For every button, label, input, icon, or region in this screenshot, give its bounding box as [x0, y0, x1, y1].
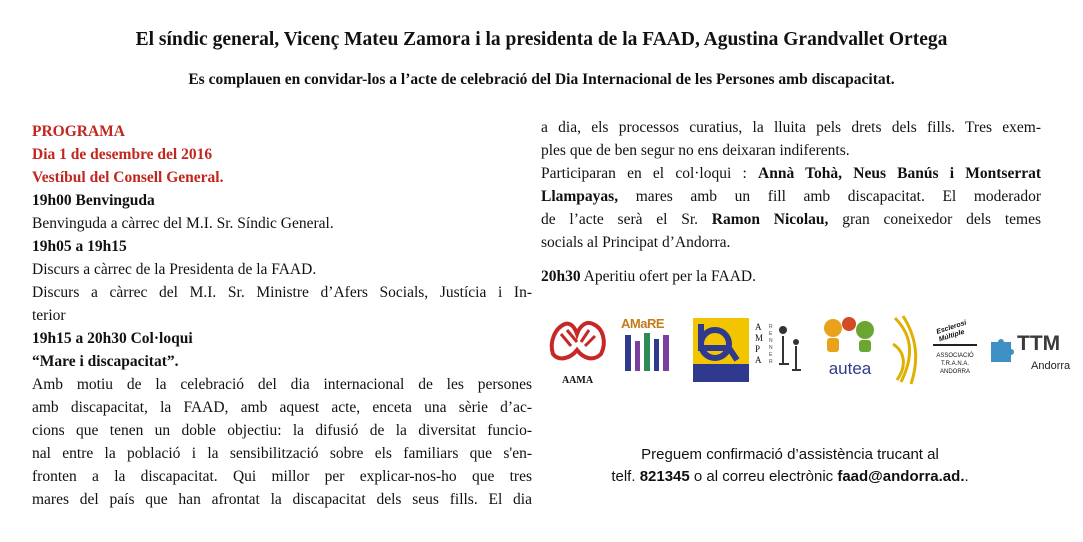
- moderator-intro: de l’acte serà el Sr.: [541, 211, 712, 228]
- amare-label: AMaRE: [621, 316, 665, 331]
- email-link[interactable]: faad@andorra.ad.: [837, 468, 965, 485]
- body-line: socials al Principat d’Andorra.: [541, 234, 731, 251]
- aama-label: AAMA: [561, 375, 594, 386]
- aama-hands-icon: [545, 314, 610, 364]
- amda-logo: [693, 318, 749, 382]
- participant-name-last: Llampayas,: [541, 188, 619, 205]
- rsvp-line: Preguem confirmació d’assistència trucant al: [641, 446, 939, 463]
- amare-figures-icon: [621, 331, 681, 377]
- rsvp-note: [540, 444, 1040, 488]
- welcome-text: Benvinguda a càrrec del M.I. Sr. Síndic General.: [32, 215, 334, 232]
- body-line: fronten a la discapacitat. Qui millor per explicar-nos-ho que tres: [32, 468, 532, 485]
- body-line: nal entre la població i la sensibilització sobre els familiars que s'en-: [32, 445, 532, 462]
- email-prefix: o al correu electrònic: [689, 468, 838, 485]
- ampa-figures-icon: [777, 324, 803, 378]
- phone-prefix: telf.: [611, 468, 640, 485]
- aperitif-time: 20h30: [541, 268, 581, 285]
- aperitif-text: Aperitiu ofert per la FAAD.: [580, 268, 756, 285]
- program-date: Dia 1 de desembre del 2016: [32, 146, 213, 163]
- body-line: ples que de ben segur no ens deixaran indiferents.: [541, 142, 850, 159]
- speech-time: 19h05 a 19h15: [32, 238, 127, 255]
- autea-figures-icon: [817, 316, 883, 356]
- participants-line: [541, 162, 1041, 185]
- trana-label: ASSOCIACIÓ T.R.A.N.A. ANDORRA: [936, 353, 974, 375]
- colloquium-title: “Mare i discapacitat”.: [32, 353, 179, 370]
- ttm-logo: [987, 330, 1071, 380]
- moderator-line: [541, 208, 1041, 231]
- trana-logo: [927, 314, 983, 386]
- body-line: mares del país que han afrontat la discapacitat dels seus fills. El dia: [32, 491, 532, 508]
- ttm-sublabel: Andorra: [1031, 360, 1071, 372]
- speech-minister-cont: terior: [32, 307, 66, 324]
- program-place: Vestíbul del Consell General.: [32, 169, 224, 186]
- autea-label: autea: [828, 359, 872, 378]
- aperitif-line: [541, 265, 1041, 288]
- amda-wheelchair-icon: [693, 318, 749, 382]
- ttm-puzzle-icon: [987, 334, 1015, 362]
- body-line: cions que tenen un doble objectiu: la difusió de la diversitat funcio-: [32, 422, 532, 439]
- contact-tail: .: [964, 468, 969, 485]
- autea-logo: [817, 316, 883, 382]
- ampa-sublabel: RENNER: [769, 324, 773, 365]
- speech-president: Discurs a càrrec de la Presidenta de la FAAD.: [32, 261, 317, 278]
- participants-intro: Participaran en el col·loqui :: [541, 165, 759, 182]
- ttm-label: TTM: [1017, 332, 1061, 355]
- invitation-title: El síndic general, Vicenç Mateu Zamora i la presidenta de la FAAD, Agustina Grandvallet Ortega: [135, 29, 948, 50]
- participants-description: mares amb un fill amb discapacitat. El moderador: [618, 188, 1041, 205]
- moderator-name: Ramon Nicolau,: [711, 211, 829, 228]
- moderator-description: gran coneixedor dels temes: [828, 211, 1041, 228]
- colloquium-column: [541, 116, 1041, 288]
- aama-logo: [545, 314, 610, 386]
- ampa-logo: [753, 320, 803, 382]
- speech-minister: Discurs a càrrec del M.I. Sr. Ministre d’Afers Socials, Justícia i In-: [32, 284, 532, 301]
- phone-number: 821345: [639, 468, 690, 485]
- participant-names: Annà Tohà, Neus Banús i Montserrat: [758, 165, 1042, 182]
- participants-line-2: [541, 185, 1041, 208]
- ampa-label: AMPA: [755, 322, 764, 365]
- program-heading: PROGRAMA: [32, 123, 125, 140]
- trana-top-label: Esclerosi Múltiple: [935, 319, 968, 344]
- body-line: amb discapacitat, la FAAD, amb aquest acte, enceta una sèrie d’ac-: [32, 399, 532, 416]
- contact-line: [540, 466, 1040, 488]
- art-logo: [891, 314, 921, 386]
- sponsor-logos: [545, 314, 1070, 389]
- body-line: a dia, els processos curatius, la lluita pels drets dels fills. Tres exem-: [541, 119, 1041, 136]
- colloquium-time: 19h15 a 20h30 Col·loqui: [32, 330, 193, 347]
- invitation-subtitle: Es complauen en convidar-los a l’acte de celebració del Dia Internacional de les Persones amb discapacitat.: [188, 71, 895, 88]
- welcome-time: 19h00 Benvinguda: [32, 192, 155, 209]
- amare-logo: [621, 316, 681, 384]
- program-column: [32, 120, 532, 511]
- body-line: Amb motiu de la celebració del dia internacional de les persones: [32, 376, 532, 393]
- art-brush-icon: [891, 314, 921, 386]
